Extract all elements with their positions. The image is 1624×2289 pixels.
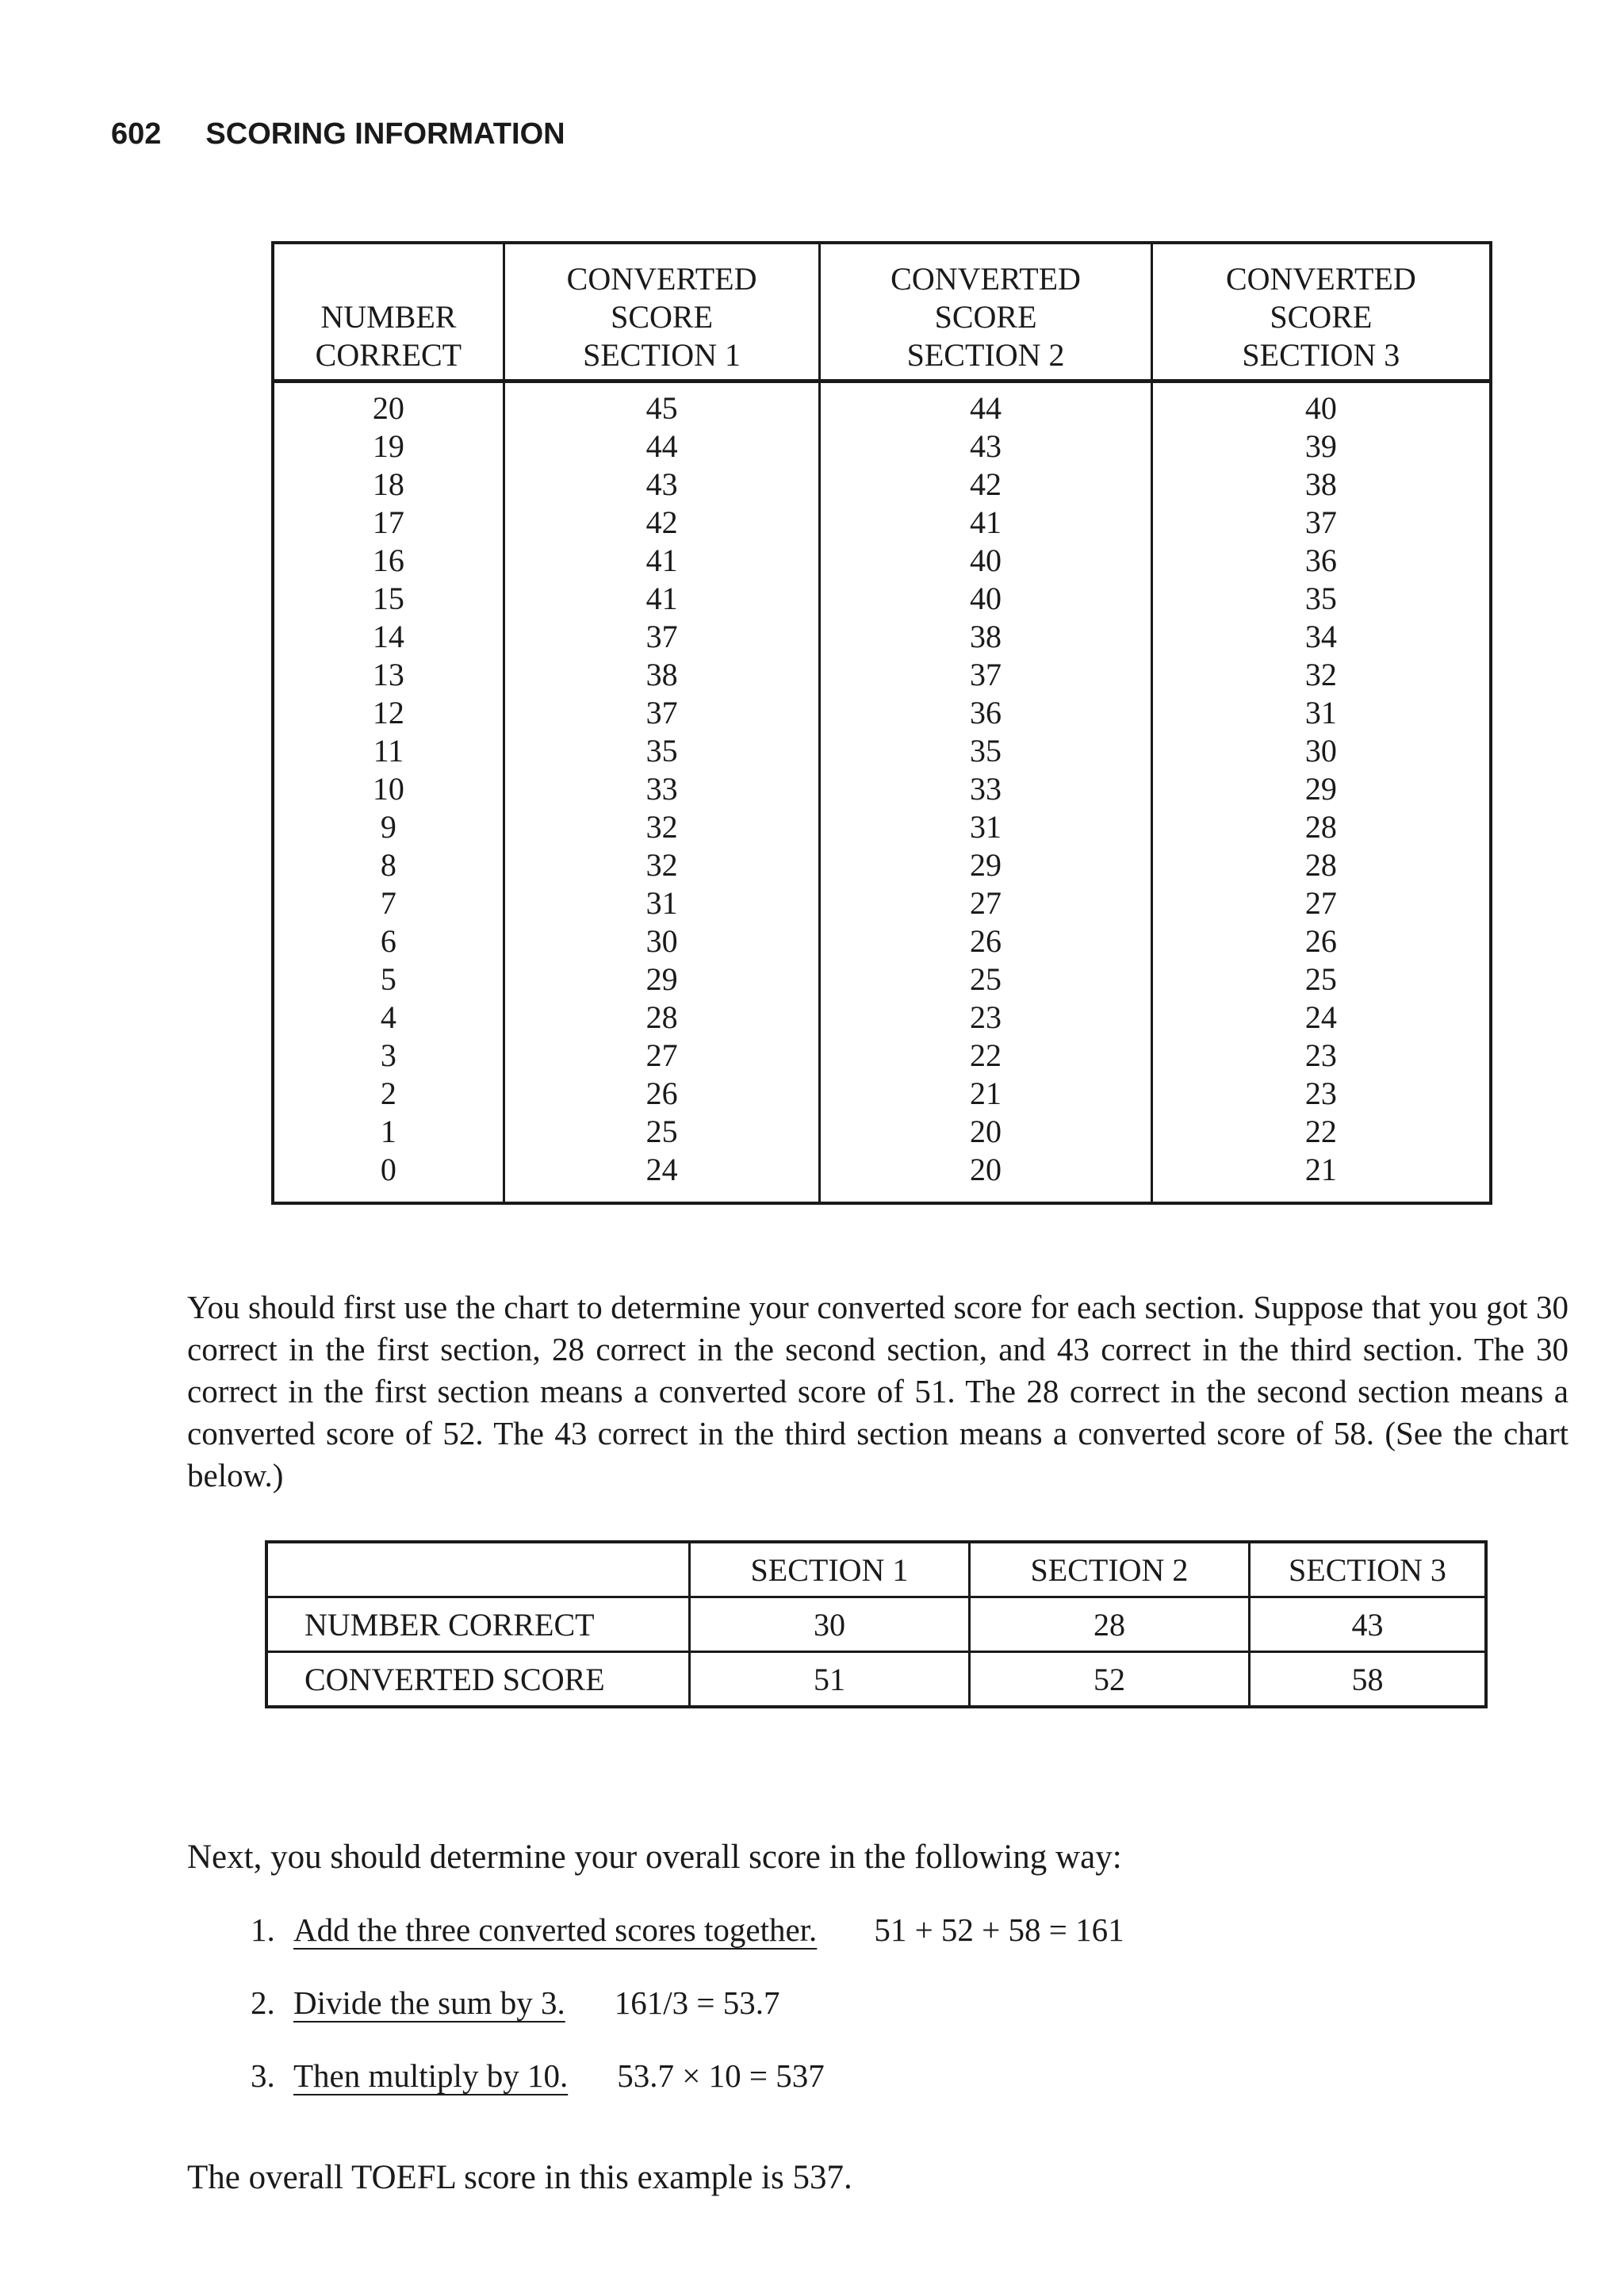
table-row xyxy=(273,1113,1491,1151)
table-cell: 43 xyxy=(504,466,820,504)
table-cell: 30 xyxy=(504,922,820,960)
table-cell: 26 xyxy=(1151,922,1491,960)
table-cell: 40 xyxy=(820,580,1151,618)
table-row xyxy=(273,884,1491,922)
table-cell: 15 xyxy=(372,581,404,616)
table-cell: 40 xyxy=(1151,382,1491,428)
table-cell: 1 xyxy=(380,1114,396,1149)
step-3 xyxy=(251,2056,825,2095)
table-cell: 26 xyxy=(820,922,1151,960)
table-row xyxy=(273,694,1491,732)
table-cell: 23 xyxy=(1151,1037,1491,1075)
table-cell: 27 xyxy=(1151,884,1491,922)
table-cell: 19 xyxy=(372,428,404,464)
table-cell: 30 xyxy=(690,1597,970,1652)
header-number-correct: NUMBER CORRECT xyxy=(273,243,504,382)
table-cell: 37 xyxy=(504,694,820,732)
table-cell: 37 xyxy=(504,618,820,656)
table-cell: 45 xyxy=(504,382,820,428)
table-cell: 32 xyxy=(1151,656,1491,694)
conversion-table-body xyxy=(273,382,1491,1204)
table-cell: 39 xyxy=(1151,428,1491,466)
step-number: 3. xyxy=(251,2057,275,2094)
table-row xyxy=(273,999,1491,1037)
table-cell: 29 xyxy=(504,960,820,999)
row-label: NUMBER CORRECT xyxy=(266,1597,690,1652)
table-cell: 29 xyxy=(1151,770,1491,808)
step-number: 1. xyxy=(251,1911,275,1948)
table-cell: 12 xyxy=(372,695,404,730)
table-cell: 24 xyxy=(1151,999,1491,1037)
table-cell: 13 xyxy=(372,657,404,692)
table-row xyxy=(273,656,1491,694)
row-label: CONVERTED SCORE xyxy=(266,1652,690,1708)
step-calculation: 161/3 = 53.7 xyxy=(614,1984,780,2021)
conversion-table-header-row xyxy=(273,243,1491,382)
table-cell: 33 xyxy=(504,770,820,808)
example-table xyxy=(265,1540,1488,1708)
table-cell: 20 xyxy=(372,390,404,426)
table-row xyxy=(273,542,1491,580)
header-section-2: CONVERTED SCORE SECTION 2 xyxy=(820,243,1151,382)
explanation-paragraph: You should first use the chart to determine your converted score for each section. Suppose that you got 30 correct in the first section, 28 correct in the second section, and 43 correct in the third section. The 30 correct in the first section means a converted score of 51. The 28 correct in the second section means a converted score of 52. The 43 correct in the third section means a converted score of 58. (See the chart below.) xyxy=(187,1289,1568,1493)
table-cell: 52 xyxy=(970,1652,1250,1708)
table-cell: 43 xyxy=(820,428,1151,466)
table-cell: 31 xyxy=(820,808,1151,846)
table-cell: 23 xyxy=(820,999,1151,1037)
table-cell: 40 xyxy=(820,542,1151,580)
table-cell: 41 xyxy=(820,504,1151,542)
table-cell: 0 xyxy=(380,1152,396,1187)
example-header-section-3: SECTION 3 xyxy=(1250,1542,1487,1597)
example-header-blank xyxy=(266,1542,690,1597)
conclusion-paragraph: The overall TOEFL score in this example is 537. xyxy=(187,2159,852,2196)
table-cell: 3 xyxy=(380,1037,396,1073)
step-instruction: Then multiply by 10. xyxy=(293,2057,569,2094)
table-cell: 44 xyxy=(820,382,1151,428)
table-row xyxy=(273,808,1491,846)
table-cell: 9 xyxy=(380,809,396,845)
step-number: 2. xyxy=(251,1984,275,2021)
next-paragraph: Next, you should determine your overall score in the following way: xyxy=(187,1838,1122,1876)
table-cell: 35 xyxy=(1151,580,1491,618)
table-cell: 2 xyxy=(380,1075,396,1111)
table-cell: 22 xyxy=(820,1037,1151,1075)
table-cell: 34 xyxy=(1151,618,1491,656)
table-row xyxy=(273,618,1491,656)
table-row xyxy=(273,504,1491,542)
table-cell: 38 xyxy=(504,656,820,694)
table-row xyxy=(273,732,1491,770)
table-cell: 37 xyxy=(1151,504,1491,542)
table-cell: 4 xyxy=(380,999,396,1035)
table-cell: 20 xyxy=(820,1151,1151,1203)
table-cell: 32 xyxy=(504,808,820,846)
table-cell: 41 xyxy=(504,580,820,618)
table-cell: 20 xyxy=(820,1113,1151,1151)
table-cell: 21 xyxy=(820,1075,1151,1113)
table-cell: 8 xyxy=(380,847,396,883)
table-cell: 22 xyxy=(1151,1113,1491,1151)
table-cell: 10 xyxy=(372,771,404,807)
table-cell: 36 xyxy=(820,694,1151,732)
table-cell: 37 xyxy=(820,656,1151,694)
table-cell: 14 xyxy=(372,619,404,654)
table-row xyxy=(273,580,1491,618)
example-row-number-correct xyxy=(266,1597,1486,1652)
table-cell: 27 xyxy=(504,1037,820,1075)
table-cell: 11 xyxy=(373,733,404,769)
table-cell: 38 xyxy=(1151,466,1491,504)
table-row xyxy=(273,428,1491,466)
conversion-table xyxy=(271,241,1492,1205)
table-cell: 36 xyxy=(1151,542,1491,580)
table-cell: 35 xyxy=(820,732,1151,770)
header-section-1: CONVERTED SCORE SECTION 1 xyxy=(504,243,820,382)
step-1 xyxy=(251,1910,1124,1950)
example-row-converted-score xyxy=(266,1652,1486,1708)
table-cell: 21 xyxy=(1151,1151,1491,1203)
table-cell: 51 xyxy=(690,1652,970,1708)
table-cell: 28 xyxy=(1151,808,1491,846)
table-cell: 43 xyxy=(1250,1597,1487,1652)
running-head-title: SCORING INFORMATION xyxy=(205,117,565,151)
header-section-3: CONVERTED SCORE SECTION 3 xyxy=(1151,243,1491,382)
table-row xyxy=(273,466,1491,504)
table-cell: 31 xyxy=(1151,694,1491,732)
step-instruction: Add the three converted scores together. xyxy=(293,1911,818,1948)
table-cell: 5 xyxy=(380,961,396,997)
table-cell: 25 xyxy=(504,1113,820,1151)
table-cell: 41 xyxy=(504,542,820,580)
step-2 xyxy=(251,1983,780,2023)
example-header-section-1: SECTION 1 xyxy=(690,1542,970,1597)
table-cell: 33 xyxy=(820,770,1151,808)
step-instruction: Divide the sum by 3. xyxy=(293,1984,565,2021)
table-cell: 26 xyxy=(504,1075,820,1113)
running-head xyxy=(111,117,565,151)
table-cell: 16 xyxy=(372,543,404,578)
table-cell: 42 xyxy=(820,466,1151,504)
table-row xyxy=(273,922,1491,960)
table-cell: 28 xyxy=(970,1597,1250,1652)
step-calculation: 53.7 × 10 = 537 xyxy=(617,2057,825,2094)
table-cell: 42 xyxy=(504,504,820,542)
table-cell: 25 xyxy=(820,960,1151,999)
table-cell: 35 xyxy=(504,732,820,770)
table-cell: 7 xyxy=(380,885,396,921)
table-row xyxy=(273,770,1491,808)
table-cell: 29 xyxy=(820,846,1151,884)
table-cell: 31 xyxy=(504,884,820,922)
table-row xyxy=(273,382,1491,428)
table-row xyxy=(273,1037,1491,1075)
table-row xyxy=(273,1075,1491,1113)
table-cell: 27 xyxy=(820,884,1151,922)
table-cell: 38 xyxy=(820,618,1151,656)
example-header-section-2: SECTION 2 xyxy=(970,1542,1250,1597)
table-cell: 58 xyxy=(1250,1652,1487,1708)
table-cell: 28 xyxy=(504,999,820,1037)
table-row xyxy=(273,1151,1491,1203)
table-cell: 18 xyxy=(372,466,404,502)
table-row xyxy=(273,846,1491,884)
table-cell: 30 xyxy=(1151,732,1491,770)
table-cell: 23 xyxy=(1151,1075,1491,1113)
table-cell: 17 xyxy=(372,504,404,540)
table-cell: 24 xyxy=(504,1151,820,1203)
table-cell: 44 xyxy=(504,428,820,466)
step-calculation: 51 + 52 + 58 = 161 xyxy=(874,1911,1124,1948)
table-cell: 28 xyxy=(1151,846,1491,884)
table-cell: 32 xyxy=(504,846,820,884)
example-table-header-row xyxy=(266,1542,1486,1597)
table-cell: 6 xyxy=(380,923,396,959)
page-number: 602 xyxy=(111,117,162,151)
table-cell: 25 xyxy=(1151,960,1491,999)
table-row xyxy=(273,960,1491,999)
